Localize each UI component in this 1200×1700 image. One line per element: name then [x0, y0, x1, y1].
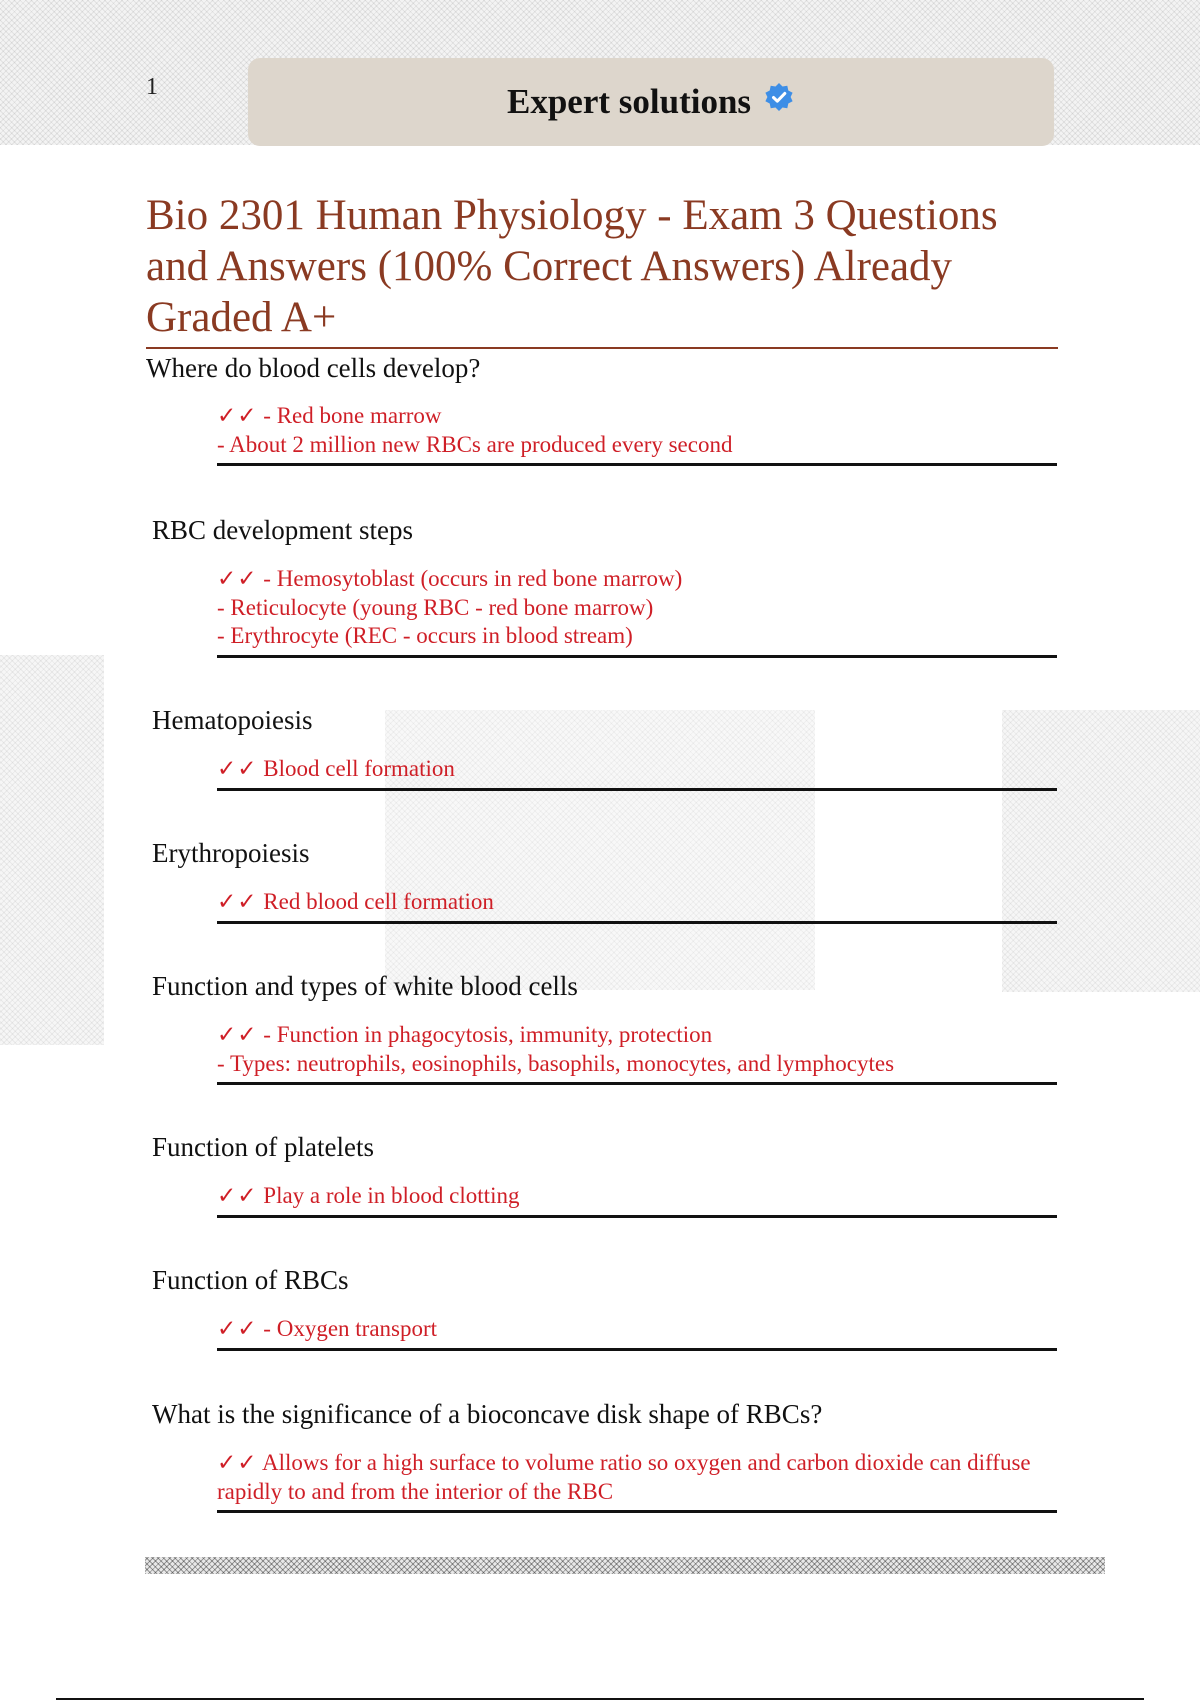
answer-3 — [217, 755, 1057, 791]
answer-line: - Erythrocyte (REC - occurs in blood stream) — [217, 623, 633, 648]
answer-line: - Reticulocyte (young RBC - red bone marrow) — [217, 594, 654, 620]
answer-line: - Types: neutrophils, eosinophils, basophils, monocytes, and lymphocytes — [217, 1050, 895, 1076]
answer-line: ✓✓ - Function in phagocytosis, immunity, protection — [217, 1022, 713, 1047]
answer-4 — [217, 888, 1057, 924]
section-end-texture — [145, 1557, 1105, 1574]
answer-1 — [217, 402, 1057, 466]
verified-badge-icon — [763, 81, 795, 113]
answer-line: ✓✓ - Hemosytoblast (occurs in red bone marrow) — [217, 566, 683, 591]
answer-7 — [217, 1315, 1057, 1351]
expert-solutions-banner — [248, 58, 1054, 146]
answer-6 — [217, 1182, 1057, 1218]
answer-line: ✓✓ - Oxygen transport — [217, 1316, 438, 1341]
banner-label: Expert solutions — [506, 82, 752, 121]
answer-5 — [217, 1021, 1057, 1085]
question-5: Function and types of white blood cells — [152, 971, 578, 1001]
checkmark-icon: ✓✓ — [217, 889, 258, 914]
question-2: RBC development steps — [152, 515, 413, 545]
answer-line: ✓✓ Blood cell formation — [217, 756, 455, 781]
left-texture — [0, 655, 104, 1045]
answer-line: ✓✓ - Red bone marrow — [217, 403, 442, 428]
answer-line: ✓✓ Allows for a high surface to volume ratio so oxygen and carbon dioxide can diffuse rapidly to and from the interior of the RBC — [217, 1450, 1031, 1504]
question-8: What is the significance of a bioconcave disk shape of RBCs? — [152, 1399, 823, 1429]
checkmark-icon: ✓✓ — [217, 756, 258, 781]
document-title: Bio 2301 Human Physiology - Exam 3 Questions and Answers (100% Correct Answers) Already Graded A+ — [146, 192, 998, 341]
checkmark-icon: ✓✓ — [217, 1022, 258, 1047]
checkmark-icon: ✓✓ — [217, 1183, 258, 1208]
answer-8 — [217, 1449, 1057, 1513]
checkmark-icon: ✓✓ — [217, 1450, 258, 1475]
answer-line: - About 2 million new RBCs are produced every second — [217, 431, 733, 457]
question-7: Function of RBCs — [152, 1265, 349, 1295]
title-divider — [146, 347, 1058, 349]
center-texture — [385, 710, 815, 990]
checkmark-icon: ✓✓ — [217, 403, 258, 428]
right-texture — [1002, 710, 1200, 992]
checkmark-icon: ✓✓ — [217, 566, 258, 591]
question-3: Hematopoiesis — [152, 705, 313, 735]
checkmark-icon: ✓✓ — [217, 1316, 258, 1341]
question-4: Erythropoiesis — [152, 838, 310, 868]
answer-2 — [217, 565, 1057, 658]
answer-line: ✓✓ Red blood cell formation — [217, 889, 494, 914]
question-6: Function of platelets — [152, 1132, 374, 1162]
answer-line: ✓✓ Play a role in blood clotting — [217, 1183, 520, 1208]
question-1: Where do blood cells develop? — [146, 353, 481, 383]
page-number: 1 — [146, 74, 158, 100]
